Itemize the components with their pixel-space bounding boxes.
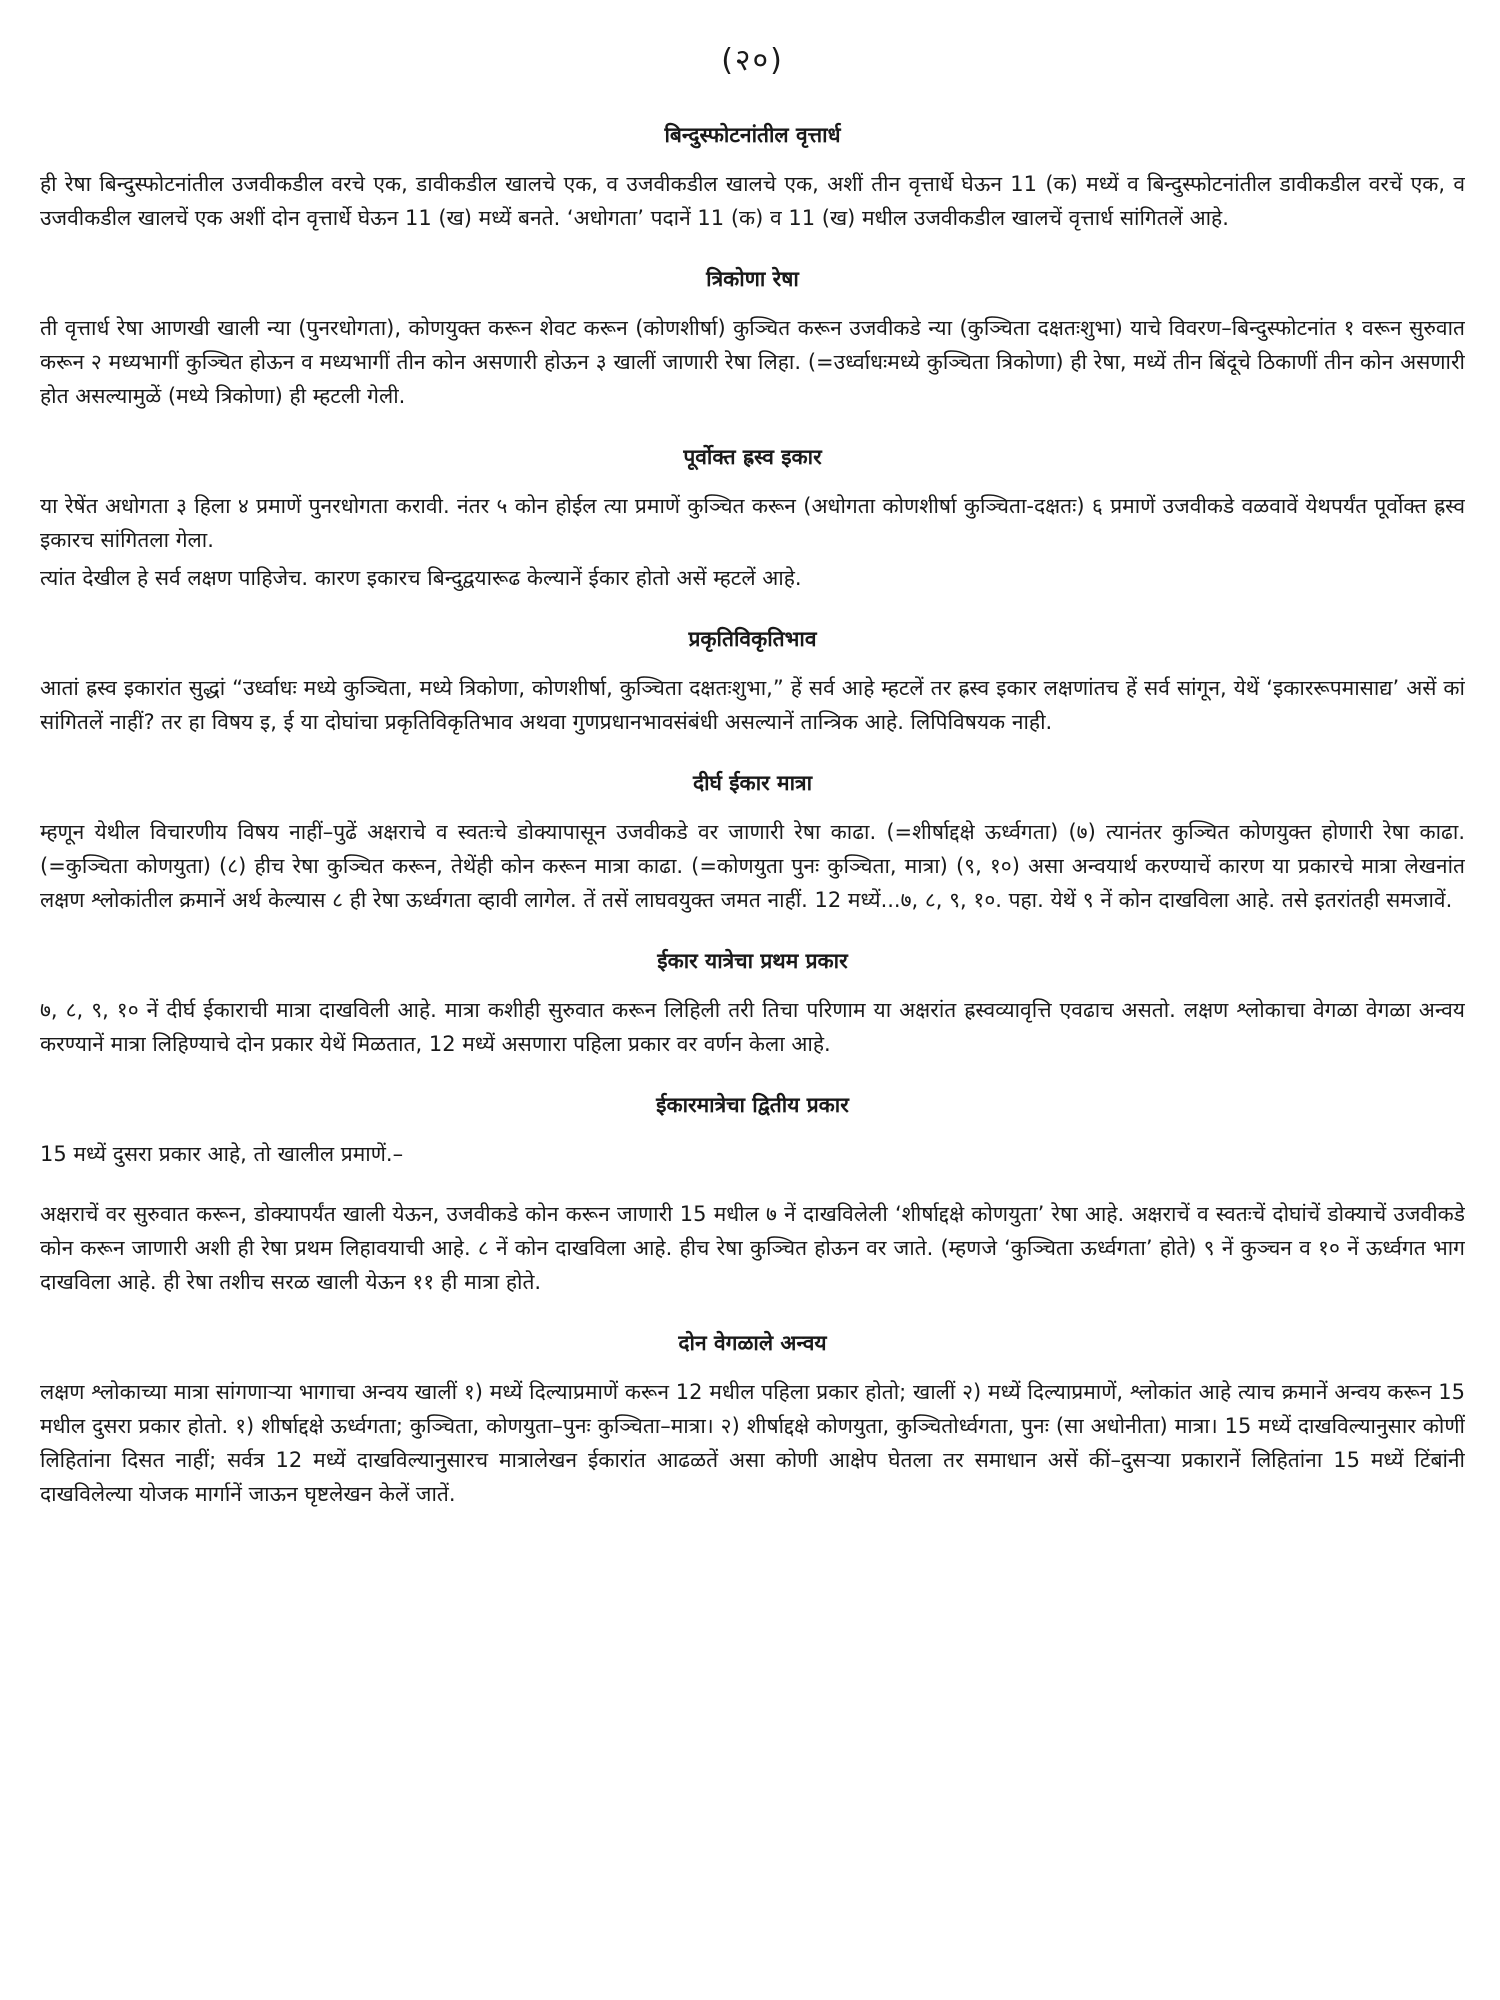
paragraph: ती वृत्तार्ध रेषा आणखी खाली न्या (पुनरधोगता), कोणयुक्त करून शेवट करून (कोणशीर्षा) कुञ्चित करून उजवीकडे न्या (कुञ्चिता दक्षतःशुभा) याचे विवरण–बिन्दुस्फोटनांत १ वरून सुरुवात करून २ मध्यभागीं कुञ्चित होऊन व मध्यभागीं तीन कोन असणारी होऊन ३ खालीं जाणारी रेषा लिहा. (=उर्ध्वाधःमध्ये कुञ्चिता त्रिकोणा) ही रेषा, मध्यें तीन बिंदूचे ठिकाणीं तीन कोन असणारी होत असल्यामुळें (मध्ये त्रिकोणा) ही म्हटली गेली. <box>40 316 1465 408</box>
section-purvokta-hrasva-ikar <box>40 443 1465 595</box>
document-page <box>40 38 1465 1968</box>
section-heading: दोन वेगळाले अन्वय <box>678 1331 827 1355</box>
section-don-vegalale-anvay <box>40 1329 1465 1511</box>
section-dirgha-ikar-matra <box>40 769 1465 917</box>
paragraph: आतां ह्रस्व इकारांत सुद्धां “उर्ध्वाधः मध्ये कुञ्चिता, मध्ये त्रिकोणा, कोणशीर्षा, कुञ्चिता दक्षतःशुभा,” हें सर्व आहे म्हटलें तर ह्रस्व इकार लक्षणांतच हें सर्व सांगून, येथें ‘इकाररूपमासाद्य’ असें कां सांगितलें नाहीं? तर हा विषय इ, ई या दोघांचा प्रकृतिविकृतिभाव अथवा गुणप्रधानभावसंबंधी असल्यानें तान्त्रिक आहे. लिपिविषयक नाही. <box>40 676 1465 734</box>
paragraph: अक्षराचें वर सुरुवात करून, डोक्यापर्यंत खाली येऊन, उजवीकडे कोन करून जाणारी 15 मधील ७ नें दाखविलेली ‘शीर्षाद्दक्षे कोणयुता’ रेषा आहे. अक्षराचें व स्वतःचें दोघांचें डोक्याचें उजवीकडे कोन करून जाणारी अशी ही रेषा प्रथम लिहावयाची आहे. ८ नें कोन दाखविला आहे. हीच रेषा कुञ्चित होऊन वर जाते. (म्हणजे ‘कुञ्चिता ऊर्ध्वगता’ होते) ९ नें कुञ्चन व १० नें ऊर्ध्वगत भाग दाखविला आहे. ही रेषा तशीच सरळ खाली येऊन ११ ही मात्रा होते. <box>40 1202 1465 1294</box>
paragraph: ७, ८, ९, १० नें दीर्घ ईकाराची मात्रा दाखविली आहे. मात्रा कशीही सुरुवात करून लिहिली तरी तिचा परिणाम या अक्षरांत ह्रस्वव्यावृत्ति एवढाच असतो. लक्षण श्लोकाचा वेगळा वेगळा अन्वय करण्यानें मात्रा लिहिण्याचे दोन प्रकार येथें मिळतात, 12 मध्यें असणारा पहिला प्रकार वर वर्णन केला आहे. <box>40 998 1465 1056</box>
section-heading: पूर्वोक्त ह्रस्व इकार <box>683 445 822 469</box>
section-trikona-resha <box>40 265 1465 413</box>
paragraph: ही रेषा बिन्दुस्फोटनांतील उजवीकडील वरचे एक, डावीकडील खालचे एक, व उजवीकडील खालचे एक, अशीं तीन वृत्तार्धे घेऊन 11 (क) मध्यें व बिन्दुस्फोटनांतील डावीकडील वरचें एक, व उजवीकडील खालचें एक अशीं दोन वृत्तार्धे घेऊन 11 (ख) मध्यें बनते. ‘अधोगता’ पदानें 11 (क) व 11 (ख) मधील उजवीकडील खालचें वृत्तार्ध सांगितलें आहे. <box>40 172 1465 230</box>
section-heading: प्रकृतिविकृतिभाव <box>688 627 817 651</box>
section-bindusphotan-vruttardh <box>40 121 1465 235</box>
section-heading: त्रिकोणा रेषा <box>706 267 799 291</box>
section-heading: बिन्दुस्फोटनांतील वृत्तार्ध <box>664 123 841 147</box>
paragraph: लक्षण श्लोकाच्या मात्रा सांगणाऱ्या भागाचा अन्वय खालीं १) मध्यें दिल्याप्रमाणें करून 12 मधील पहिला प्रकार होतो; खालीं २) मध्यें दिल्याप्रमाणें, श्लोकांत आहे त्याच क्रमानें अन्वय करून 15 मधील दुसरा प्रकार होतो. १) शीर्षाद्दक्षे ऊर्ध्वगता; कुञ्चिता, कोणयुता–पुनः कुञ्चिता–मात्रा। २) शीर्षाद्दक्षे कोणयुता, कुञ्चितोर्ध्वगता, पुनः (सा अधोनीता) मात्रा। 15 मध्यें दाखविल्यानुसार कोणीं लिहितांना दिसत नाहीं; सर्वत्र 12 मध्यें दाखविल्यानुसारच मात्रालेखन ईकारांत आढळतें असा कोणी आक्षेप घेतला तर समाधान असें कीं–दुसऱ्या प्रकारानें लिहितांना 15 मध्यें टिंबांनी दाखविलेल्या योजक मार्गानें जाऊन घृष्टलेखन केलें जातें. <box>40 1380 1465 1506</box>
paragraph: 15 मध्यें दुसरा प्रकार आहे, तो खालील प्रमाणें.– <box>40 1142 404 1166</box>
section-prakruti-vikruti-bhav <box>40 625 1465 739</box>
section-heading: ईकार यात्रेचा प्रथम प्रकार <box>657 949 848 973</box>
section-ikar-matra-dwitiya-prakar <box>40 1091 1465 1299</box>
page-number: (२०) <box>721 43 784 78</box>
paragraph: म्हणून येथील विचारणीय विषय नाहीं–पुढें अक्षराचे व स्वतःचे डोक्यापासून उजवीकडे वर जाणारी रेषा काढा. (=शीर्षाद्दक्षे ऊर्ध्वगता) (७) त्यानंतर कुञ्चित कोणयुक्त होणारी रेषा काढा. (=कुञ्चिता कोणयुता) (८) हीच रेषा कुञ्चित करून, तेथेंही कोन करून मात्रा काढा. (=कोणयुता पुनः कुञ्चिता, मात्रा) (९, १०) असा अन्वयार्थ करण्याचें कारण या प्रकारचे मात्रा लेखनांत लक्षण श्लोकांतील क्रमानें अर्थ केल्यास ८ ही रेषा ऊर्ध्वगता व्हावी लागेल. तें तसें लाघवयुक्त जमत नाहीं. 12 मध्यें...७, ८, ९, १०. पहा. येथें ९ नें कोन दाखविला आहे. तसे इतरांतही समजावें. <box>40 820 1465 912</box>
section-heading: दीर्घ ईकार मात्रा <box>692 771 813 795</box>
section-ikar-matra-pratham-prakar <box>40 947 1465 1061</box>
paragraph: या रेषेंत अधोगता ३ हिला ४ प्रमाणें पुनरधोगता करावी. नंतर ५ कोन होईल त्या प्रमाणें कुञ्चित करून (अधोगता कोणशीर्षा कुञ्चिता-दक्षतः) ६ प्रमाणें उजवीकडे वळवावें येथपर्यंत पूर्वोक्त ह्रस्व इकारच सांगितला गेला. <box>40 494 1465 552</box>
paragraph: त्यांत देखील हे सर्व लक्षण पाहिजेच. कारण इकारच बिन्दुद्वयारूढ केल्यानें ईकार होतो असें म्हटलें आहे. <box>40 566 802 590</box>
section-heading: ईकारमात्रेचा द्वितीय प्रकार <box>656 1093 849 1117</box>
